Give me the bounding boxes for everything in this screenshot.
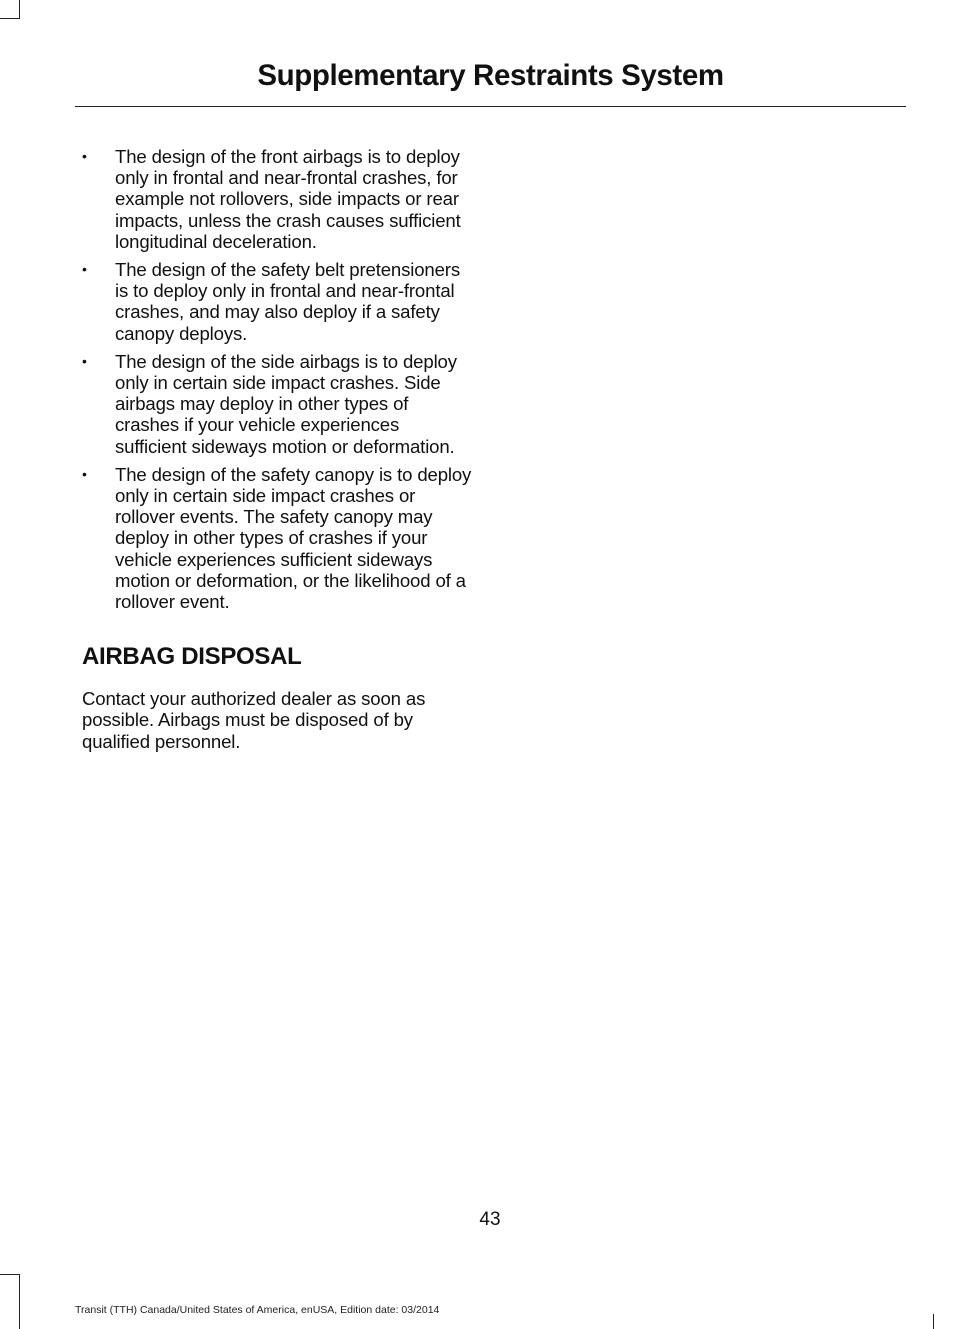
crop-mark-top-left-horizontal — [0, 18, 20, 19]
bullet-marker: • — [82, 148, 87, 164]
list-item-text: The design of the safety belt pretensioners is to deploy only in frontal and near-frontal crashes, and may also deploy if a safety canopy deploys. — [115, 259, 460, 344]
list-item-text: The design of the safety canopy is to deploy only in certain side impact crashes or rollover events. The safety canopy may deploy in other types of crashes if your vehicle experiences sufficient sideways motion or deformation, or the likelihood of a rollover event. — [115, 463, 472, 613]
bullet-marker: • — [82, 352, 87, 369]
bullet-list — [82, 146, 474, 612]
list-item-text: The design of the front airbags is to deploy only in frontal and near-frontal crashes, for example not rollovers, side impacts or rear impacts, unless the crash causes sufficient longitudinal deceleration. — [115, 146, 461, 252]
crop-mark-bottom-left-horizontal — [0, 1274, 20, 1275]
list-item-safety-canopy — [82, 464, 474, 612]
main-column — [82, 146, 474, 752]
list-item-side-airbags — [82, 351, 474, 457]
page-title: Supplementary Restraints System — [257, 59, 724, 92]
edition-footer: Transit (TTH) Canada/United States of America, enUSA, Edition date: 03/2014 — [75, 1304, 440, 1316]
airbag-disposal-paragraph: Contact your authorized dealer as soon as possible. Airbags must be disposed of by qualified personnel. — [82, 688, 426, 752]
bullet-marker: • — [82, 261, 87, 278]
bullet-marker: • — [82, 465, 87, 482]
page-number: 43 — [479, 1209, 501, 1230]
crop-mark-top-left-vertical — [19, 0, 20, 18]
list-item-belt-pretensioners — [82, 259, 474, 344]
crop-mark-bottom-left-tick — [19, 1314, 20, 1329]
title-divider — [75, 106, 906, 107]
list-item-text: The design of the side airbags is to deploy only in certain side impact crashes. Side airbags may deploy in other types of crashes if your vehicle experiences sufficient sideways motion or deformation. — [115, 350, 457, 457]
section-heading-airbag-disposal: AIRBAG DISPOSAL — [82, 643, 302, 671]
list-item-front-airbags — [82, 146, 474, 252]
crop-mark-bottom-right-tick — [933, 1314, 934, 1329]
